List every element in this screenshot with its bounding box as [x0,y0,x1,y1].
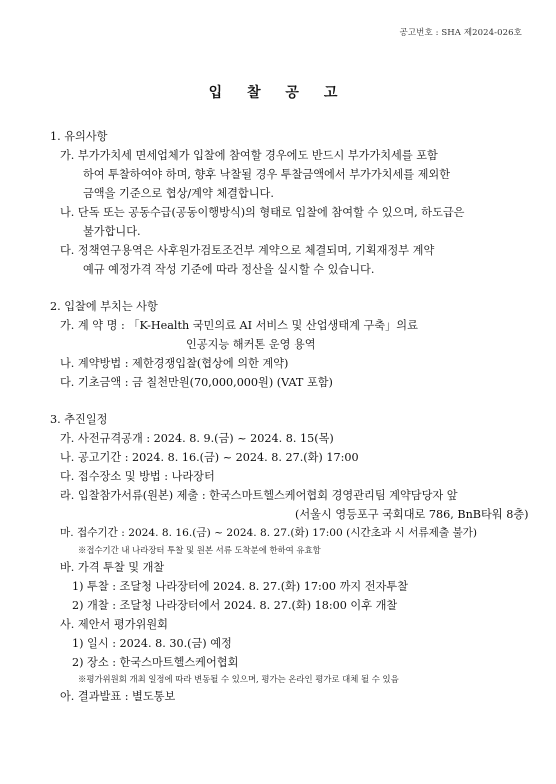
section-3-notice-period: 나. 공고기간 : 2024. 8. 16.(금) ~ 2024. 8. 27.(화) 17:00 [60,451,359,464]
section-1-item-c-line-2: 예규 예정가격 작성 기준에 따라 정산을 실시할 수 있습니다. [83,263,375,276]
section-3-committee-heading: 사. 제안서 평가위원회 [60,618,168,631]
section-1-item-b-line-1: 나. 단독 또는 공동수급(공동이행방식)의 형태로 입찰에 참여할 수 있으며, 하도급은 [60,206,465,219]
section-1-item-a-line-2: 하여 투찰하여야 하며, 향후 낙찰될 경우 투찰금액에서 부가가치세를 제외한 [83,168,451,181]
document-number: 공고번호 : SHA 제2024-026호 [399,28,522,38]
section-3-bidding-open: 2) 개찰 : 조달청 나라장터에서 2024. 8. 27.(화) 18:00 이후 개찰 [72,599,398,612]
section-3-bidding-heading: 바. 가격 투찰 및 개찰 [60,561,165,574]
section-1-item-a-line-3: 금액을 기준으로 협상/계약 체결합니다. [83,187,274,200]
section-3-receipt-period: 마. 접수기간 : 2024. 8. 16.(금) ~ 2024. 8. 27.(화) 17:00 (시간초과 시 서류제출 불가) [60,527,478,539]
section-3-committee-date: 1) 일시 : 2024. 8. 30.(금) 예정 [72,637,232,650]
section-1-item-b-line-2: 불가합니다. [83,225,141,238]
section-1-heading: 1. 유의사항 [50,130,108,143]
section-3-committee-place: 2) 장소 : 한국스마트헬스케어협회 [72,656,239,669]
section-2-heading: 2. 입찰에 부치는 사항 [50,300,158,313]
section-3-documents-line-1: 라. 입찰참가서류(원본) 제출 : 한국스마트헬스케어협회 경영관리팀 계약담당자 앞 [60,489,458,502]
section-3-receipt-note: ※접수기간 내 나라장터 투찰 및 원본 서류 도착분에 한하여 유효함 [78,545,321,555]
section-2-base-amount: 다. 기초금액 : 금 칠천만원(70,000,000원) (VAT 포함) [60,376,333,389]
section-3-pre-spec: 가. 사전규격공개 : 2024. 8. 9.(금) ~ 2024. 8. 15(목) [60,432,334,445]
section-1-item-c-line-1: 다. 정책연구용역은 사후원가검토조건부 계약으로 체결되며, 기획재정부 계약 [60,244,435,257]
document-title: 입 찰 공 고 [208,85,348,101]
section-3-committee-note: ※평가위원회 개최 일정에 따라 변동될 수 있으며, 평가는 온라인 평가로 대체 될 수 있음 [78,674,399,684]
section-3-bidding-submit: 1) 투찰 : 조달청 나라장터에 2024. 8. 27.(화) 17:00 까지 전자투찰 [72,580,408,593]
section-3-heading: 3. 추진일정 [50,413,108,426]
section-3-submission-place: 다. 접수장소 및 방법 : 나라장터 [60,470,215,483]
section-2-contract-name-line-2: 인공지능 해커톤 운영 용역 [186,338,316,351]
section-2-contract-name-line-1: 가. 계 약 명 : 「K-Health 국민의료 AI 서비스 및 산업생태계 구축」의료 [60,319,418,332]
section-3-documents-line-2: (서울시 영등포구 국회대로 786, BnB타워 8층) [295,508,529,521]
document-body [50,127,529,706]
section-3-result-announcement: 아. 결과발표 : 별도통보 [60,690,176,703]
section-2-contract-method: 나. 계약방법 : 제한경쟁입찰(협상에 의한 계약) [60,357,289,370]
section-1-item-a-line-1: 가. 부가가치세 면세업체가 입찰에 참여할 경우에도 반드시 부가가치세를 포함 [60,149,438,162]
